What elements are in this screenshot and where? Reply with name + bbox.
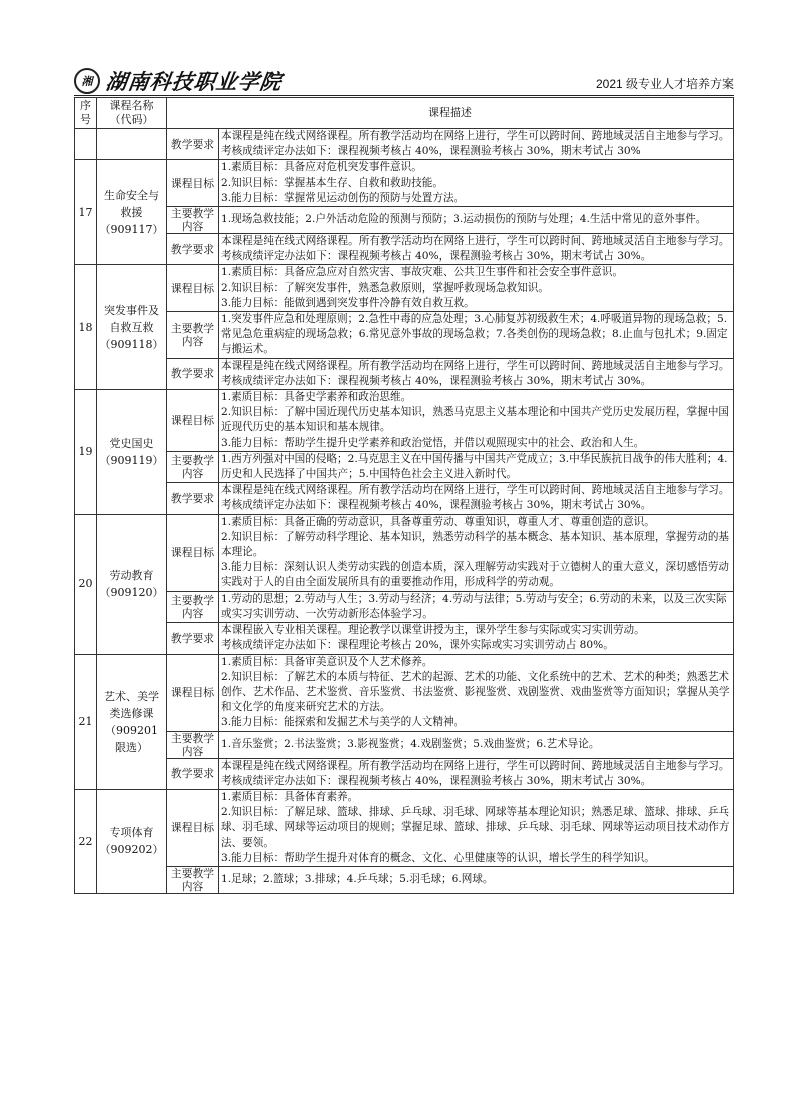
desc-line: 1.足球；2.篮球；3.排球；4.乒乓球；5.羽毛球；6.网球。 <box>221 873 494 886</box>
section-desc <box>219 866 734 893</box>
course-name: 党史国史（909119） <box>97 390 167 515</box>
section-label: 主要教学内容 <box>167 312 219 359</box>
section-label: 教学要求 <box>167 234 219 265</box>
desc-line: 3.能力目标：掌握常见运动创伤的预防与处置方法。 <box>221 191 465 204</box>
section-desc <box>219 623 734 654</box>
section-label: 主要教学内容 <box>167 451 219 482</box>
section-desc <box>219 654 734 731</box>
row-no: 19 <box>75 390 97 515</box>
table-header-row <box>75 98 734 129</box>
table-row <box>75 312 734 359</box>
row-no: 21 <box>75 654 97 789</box>
table-row <box>75 789 734 866</box>
section-label: 主要教学内容 <box>167 591 219 622</box>
desc-line: 2.知识目标：掌握基本生存、自救和救助技能。 <box>221 176 443 189</box>
row-no: 17 <box>75 160 97 265</box>
desc-line: 1.音乐鉴赏；2.书法鉴赏；3.影视鉴赏；4.戏剧鉴赏；5.戏曲鉴赏；6.艺术导论。 <box>221 737 600 750</box>
table-row <box>75 866 734 893</box>
table-row <box>75 758 734 789</box>
desc-line: 1.素质目标：具备正确的劳动意识，具备尊重劳动、尊重知识，尊重人才、尊重创造的意识。 <box>221 515 655 528</box>
desc-line: 本课程是纯在线式网络课程。所有教学活动均在网络上进行，学生可以跨时间、跨地域灵活自主地参与学习。 <box>221 759 730 772</box>
desc-line: 1.突发事件应急和处理原则；2.急性中毒的应急处理；3.心肺复苏初级救生术；4.呼吸道异物的现场急救；5.常见急危重病症的现场急救；6.常见意外事故的现场急救；7.各类创伤的现场急救；8.止血与包扎术；9.固定与搬运术。 <box>221 313 728 356</box>
desc-line: 1.现场急救技能；2.户外活动危险的预测与预防；3.运动损伤的预防与处理；4.生活中常见的意外事件。 <box>221 213 707 226</box>
section-label: 教学要求 <box>167 358 219 389</box>
desc-line: 1.素质目标：具备应对危机突发事件意识。 <box>221 161 422 174</box>
desc-line: 本课程嵌入专业相关课程。理论教学以课堂讲授为主，课外学生参与实际或实习实训劳动。 <box>221 624 645 637</box>
desc-line: 1.素质目标：具备应急应对自然灾害、事故灾难、公共卫生事件和社会安全事件意识。 <box>221 266 624 279</box>
header-course-desc: 课程描述 <box>167 98 734 129</box>
table-row <box>75 483 734 514</box>
desc-line: 考核成绩评定办法如下：课程视频考核占 40%，课程测验考核占 30%，期末考试占 30%。 <box>221 374 652 387</box>
section-desc <box>219 483 734 514</box>
section-desc <box>219 207 734 234</box>
section-desc <box>219 451 734 482</box>
desc-line: 考核成绩评定办法如下：课程视频考核占 40%，课程测验考核占 30%，期末考试占 30%。 <box>221 499 652 512</box>
course-name: 生命安全与救援（909117） <box>97 160 167 265</box>
school-logo <box>74 66 282 96</box>
school-emblem-icon: 湘 <box>74 68 100 94</box>
section-desc <box>219 358 734 389</box>
table-row <box>75 160 734 207</box>
section-label: 教学要求 <box>167 483 219 514</box>
document-title: 2021 级专业人才培养方案 <box>595 77 734 91</box>
table-row <box>75 514 734 591</box>
desc-line: 2.知识目标：了解突发事件，熟悉急救原则，掌握呼救现场急救知识。 <box>221 281 549 294</box>
section-label: 课程目标 <box>167 160 219 207</box>
desc-line: 本课程是纯在线式网络课程。所有教学活动均在网络上进行，学生可以跨时间、跨地域灵活自主地参与学习。 <box>221 235 730 248</box>
section-label: 主要教学内容 <box>167 731 219 758</box>
table-row <box>75 451 734 482</box>
desc-line: 1.素质目标：具备体育素养。 <box>221 790 359 803</box>
section-desc <box>219 731 734 758</box>
section-desc <box>219 265 734 312</box>
table-row <box>75 390 734 452</box>
row-no: 22 <box>75 789 97 893</box>
desc-line: 本课程是纯在线式网络课程。所有教学活动均在网络上进行，学生可以跨时间、跨地域灵活自主地参与学习。 <box>221 130 730 142</box>
desc-line: 本课程是纯在线式网络课程。所有教学活动均在网络上进行，学生可以跨时间、跨地域灵活自主地参与学习。 <box>221 359 730 372</box>
section-desc <box>219 129 734 160</box>
section-desc <box>219 591 734 622</box>
desc-line: 1.素质目标：具备审美意识及个人艺术修养。 <box>221 655 433 668</box>
table-row <box>75 265 734 312</box>
section-desc <box>219 390 734 452</box>
desc-line: 2.知识目标：了解劳动科学理论、基本知识，熟悉劳动科学的基本概念、基本知识、基本原理，掌握劳动的基本理论。 <box>221 530 730 559</box>
desc-line: 考核成绩评定办法如下：课程视频考核占 40%，课程测验考核占 30%，期末考试占 30%。 <box>221 250 652 263</box>
header-no: 序号 <box>75 98 97 129</box>
course-name: 劳动教育（909120） <box>97 514 167 654</box>
section-label: 教学要求 <box>167 758 219 789</box>
section-desc <box>219 789 734 866</box>
section-label: 课程目标 <box>167 654 219 731</box>
desc-line: 1.劳动的思想；2.劳动与人生；3.劳动与经济；4.劳动与法律；5.劳动与安全；6.劳动的未来，以及三次实际或实习实训劳动、一次劳动新形态体验学习。 <box>221 592 727 620</box>
section-label: 主要教学内容 <box>167 866 219 893</box>
desc-line: 考核成绩评定办法如下：课程理论考核占 20%，课外实际或实习实训劳动占 80%。 <box>221 639 614 652</box>
course-name: 艺术、美学类选修课（909201 限选） <box>97 654 167 789</box>
header-divider <box>74 95 734 96</box>
table-row <box>75 207 734 234</box>
row-no <box>75 129 97 160</box>
table-row <box>75 654 734 731</box>
desc-line: 3.能力目标：深刻认识人类劳动实践的创造本质，深入理解劳动实践对于立德树人的重大意义，深切感悟劳动实践对于人的自由全面发展所具有的重要推动作用，形成科学的劳动观。 <box>221 561 730 589</box>
table-row <box>75 234 734 265</box>
desc-line: 1.西方列强对中国的侵略；2.马克思主义在中国传播与中国共产党成立；3.中华民族抗日战争的伟大胜利；4.历史和人民选择了中国共产；5.中国特色社会主义进入新时代。 <box>221 452 728 481</box>
course-name: 专项体育（909202） <box>97 789 167 893</box>
section-desc <box>219 312 734 359</box>
desc-line: 考核成绩评定办法如下：课程视频考核占 40%，课程测验考核占 30%，期末考试占 30%。 <box>221 774 652 787</box>
desc-line: 考核成绩评定办法如下：课程视频考核占 40%，课程测验考核占 30%，期末考试占 30% <box>221 145 641 158</box>
desc-line: 2.知识目标：了解中国近现代历史基本知识，熟悉马克思主义基本理论和中国共产党历史发展历程，掌握中国近现代历史的基本知识和基本规律。 <box>221 406 730 434</box>
table-row <box>75 731 734 758</box>
course-name <box>97 129 167 160</box>
row-no: 20 <box>75 514 97 654</box>
page-header <box>74 66 734 96</box>
desc-line: 3.能力目标：能做到遇到突发事件冷静有效自救互救。 <box>221 296 475 309</box>
table-row <box>75 591 734 622</box>
desc-line: 3.能力目标：帮助学生提升史学素养和政治觉悟，并借以观照现实中的社会、政治和人生。 <box>221 436 645 449</box>
table-row <box>75 623 734 654</box>
section-desc <box>219 514 734 591</box>
desc-line: 3.能力目标：帮助学生提升对体育的概念、文化、心里健康等的认识，增长学生的科学知识。 <box>221 851 655 864</box>
section-desc <box>219 160 734 207</box>
section-desc <box>219 234 734 265</box>
table-row <box>75 129 734 160</box>
desc-line: 2.知识目标：了解足球、篮球、排球、乒乓球、羽毛球、网球等基本理论知识；熟悉足球、篮球、排球、乒乓球、羽毛球、网球等运动项目的规则；掌握足球、篮球、排球、乒乓球、羽毛球、网球等运动项目技术动作方法、要领。 <box>221 806 730 849</box>
table-row <box>75 358 734 389</box>
desc-line: 本课程是纯在线式网络课程。所有教学活动均在网络上进行，学生可以跨时间、跨地域灵活自主地参与学习。 <box>221 484 730 497</box>
desc-line: 2.知识目标：了解艺术的本质与特征、艺术的起源、艺术的功能、文化系统中的艺术、艺术的种类；熟悉艺术创作、艺术作品、艺术鉴赏、音乐鉴赏、书法鉴赏、影视鉴赏、戏剧鉴赏、戏曲鉴赏等方面知识；掌握从美学和文化学的角度来研究艺术的方法。 <box>221 670 730 714</box>
course-table <box>74 97 734 894</box>
section-label: 主要教学内容 <box>167 207 219 234</box>
section-label: 教学要求 <box>167 623 219 654</box>
row-no: 18 <box>75 265 97 390</box>
section-label: 课程目标 <box>167 514 219 591</box>
header-course-name: 课程名称（代码） <box>97 98 167 129</box>
section-label: 课程目标 <box>167 265 219 312</box>
section-desc <box>219 758 734 789</box>
section-label: 课程目标 <box>167 390 219 452</box>
course-name: 突发事件及自救互救（909118） <box>97 265 167 390</box>
section-label: 教学要求 <box>167 129 219 160</box>
desc-line: 3.能力目标：能探索和发掘艺术与美学的人文精神。 <box>221 716 465 729</box>
section-label: 课程目标 <box>167 789 219 866</box>
school-name: 湖南科技职业学院 <box>104 69 284 94</box>
desc-line: 1.素质目标：具备史学素养和政治思维。 <box>221 391 412 404</box>
